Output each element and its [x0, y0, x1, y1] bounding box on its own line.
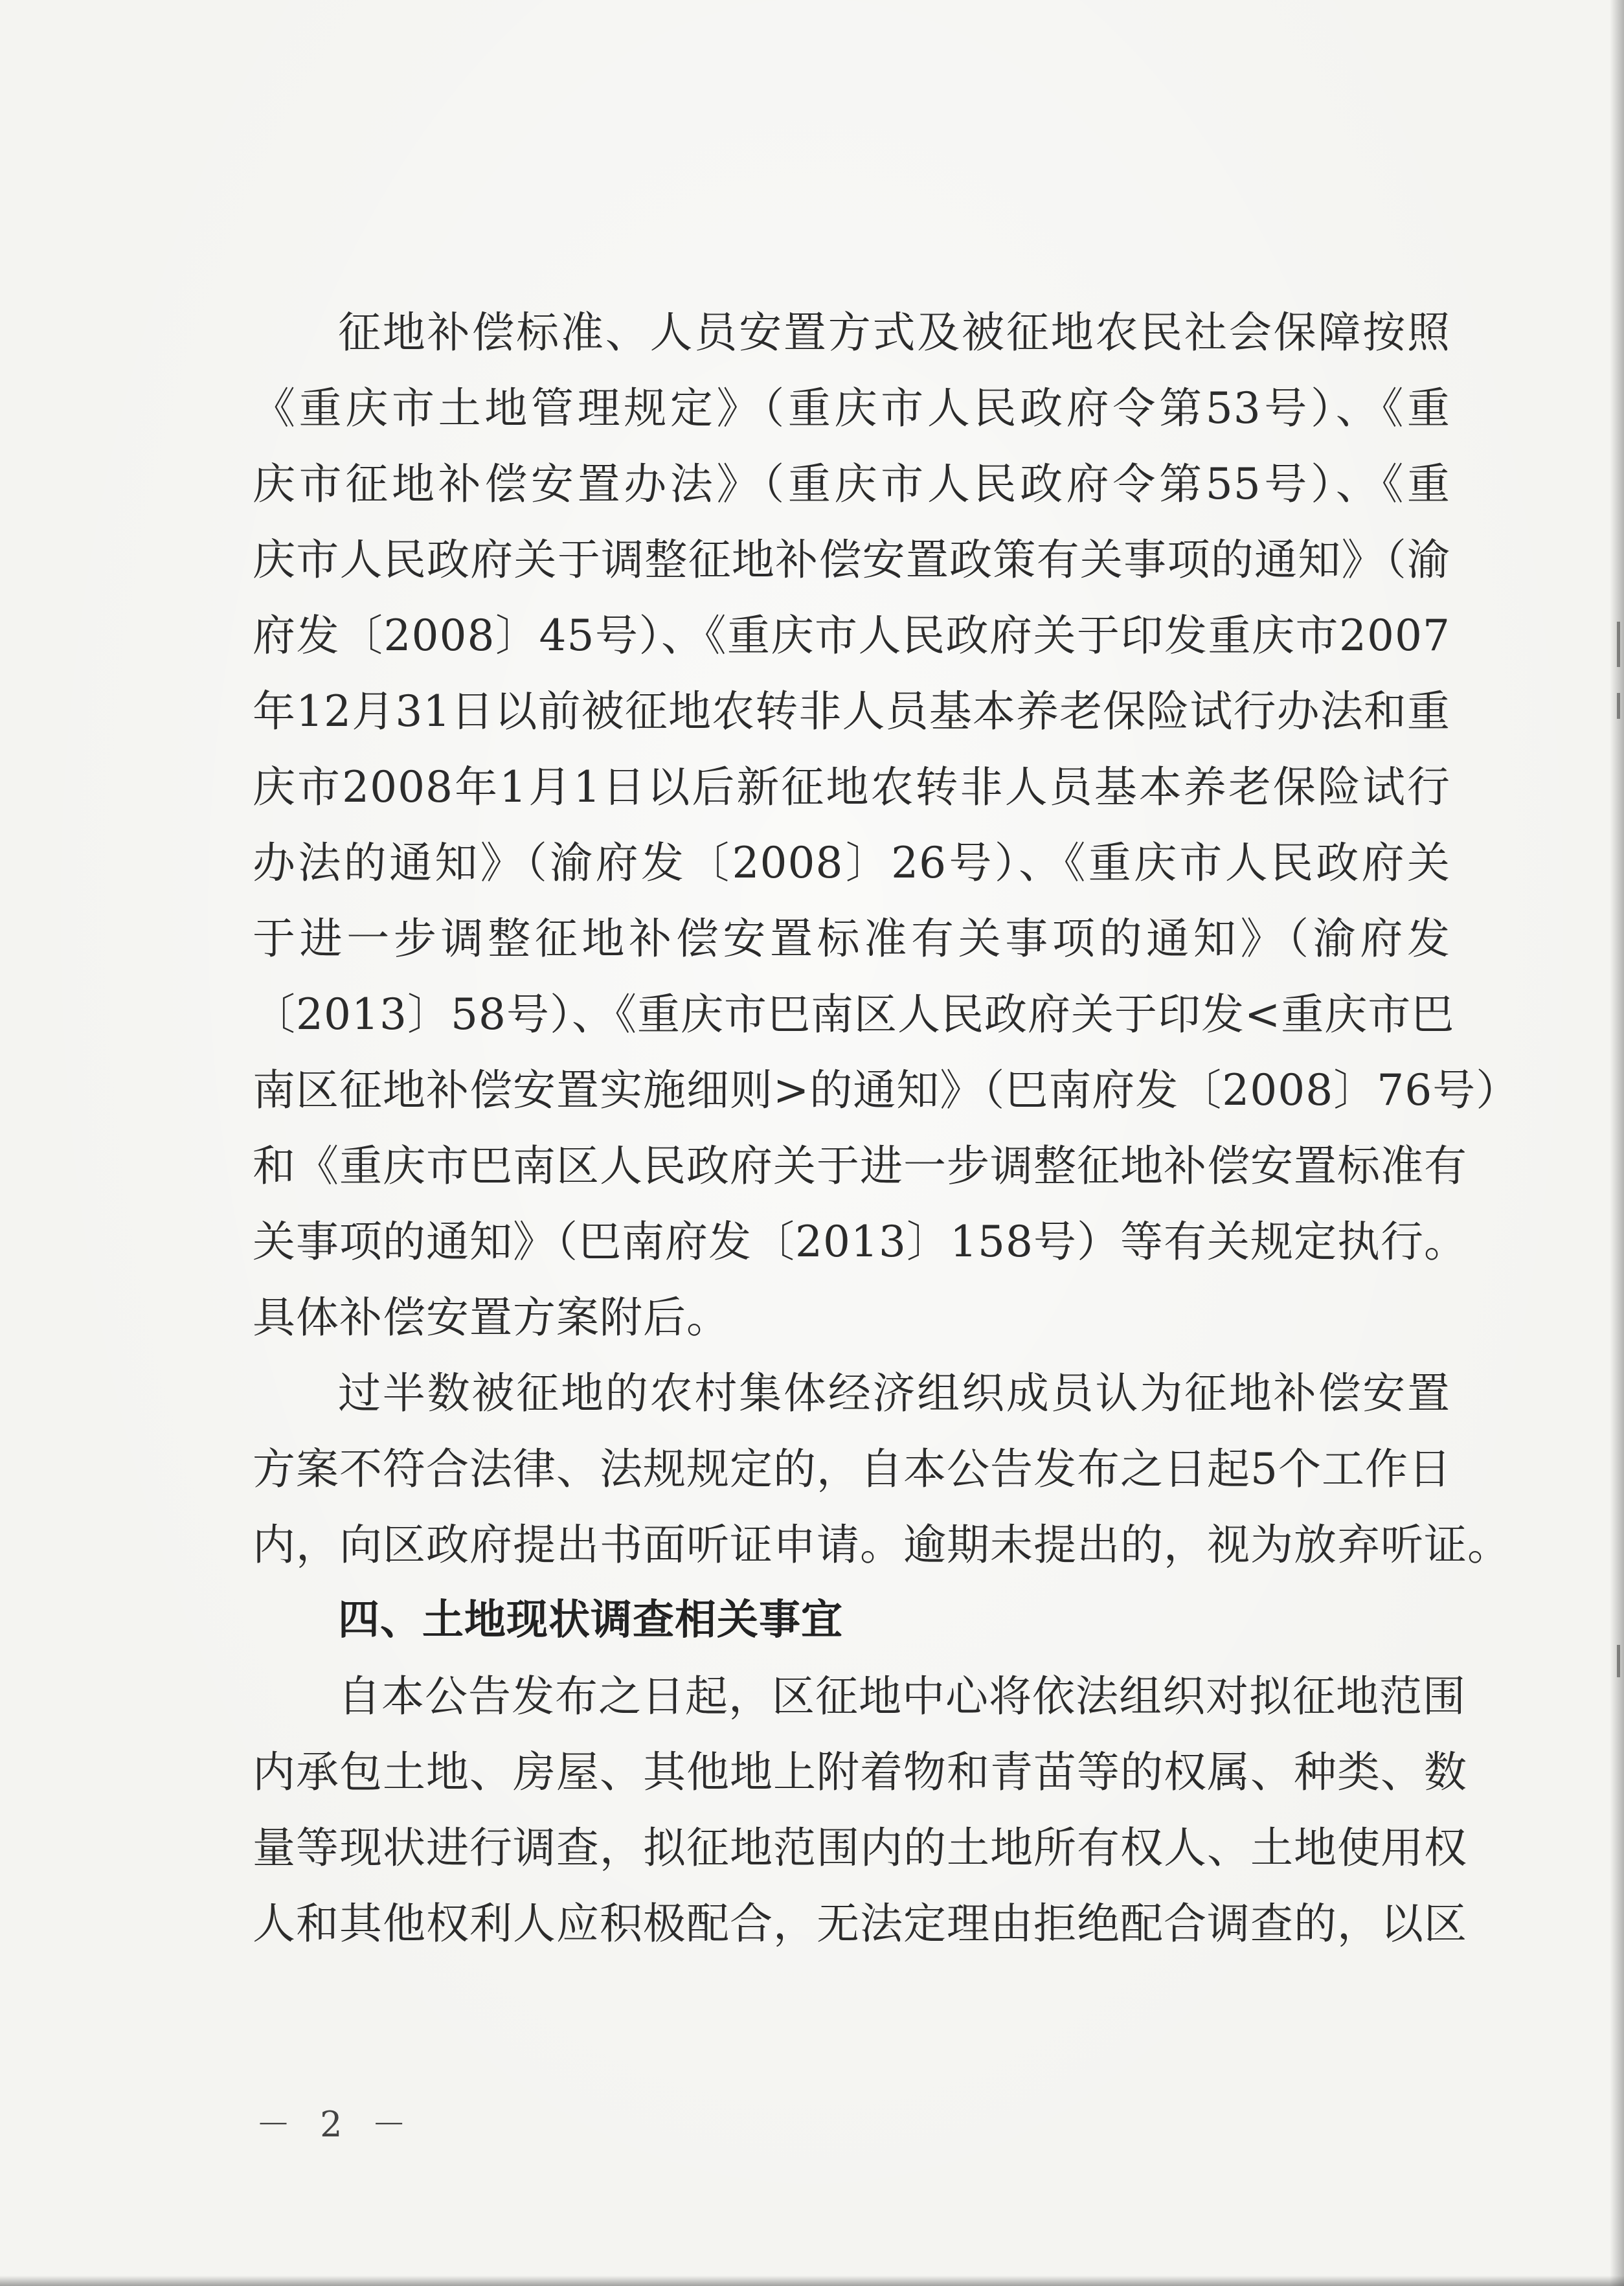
text-line: 过半数被征地的农村集体经济组织成员认为征地补偿安置	[338, 1368, 1450, 1418]
text-line: 人和其他权利人应积极配合，无法定理由拒绝配合调查的，以区	[253, 1899, 1467, 1949]
document-body	[253, 295, 1520, 1962]
text-line: 内，向区政府提出书面听证申请。逾期未提出的，视为放弃听证。	[253, 1520, 1511, 1570]
text-line: 内承包土地、房屋、其他地上附着物和青苗等的权属、种类、数	[253, 1747, 1467, 1797]
scan-artifact	[1617, 693, 1620, 719]
text-line: 庆市2008年1月1日以后新征地农转非人员基本养老保险试行	[253, 762, 1450, 812]
text-line: 具体补偿安置方案附后。	[253, 1293, 730, 1342]
text-line: 庆市人民政府关于调整征地补偿安置政策有关事项的通知》（渝	[253, 535, 1450, 585]
text-line: 庆市征地补偿安置办法》（重庆市人民政府令第55号）、《重	[253, 459, 1450, 509]
text-line: 《重庆市土地管理规定》（重庆市人民政府令第53号）、《重	[253, 383, 1450, 433]
text-line: 〔2013〕58号）、《重庆市巴南区人民政府关于印发<重庆市巴	[253, 990, 1455, 1039]
scan-artifact	[1617, 622, 1620, 667]
text-line: 于进一步调整征地补偿安置标准有关事项的通知》（渝府发	[253, 914, 1450, 964]
text-line: 方案不符合法律、法规规定的，自本公告发布之日起5个工作日	[253, 1444, 1452, 1494]
text-line: 关事项的通知》（巴南府发〔2013〕158号）等有关规定执行。	[253, 1217, 1467, 1267]
page-number: － 2 －	[256, 2104, 416, 2145]
text-line: 府发〔2008〕45号）、《重庆市人民政府关于印发重庆市2007	[253, 611, 1450, 661]
text-line: 办法的通知》（渝府发〔2008〕26号）、《重庆市人民政府关	[253, 838, 1450, 888]
text-line: 自本公告发布之日起，区征地中心将依法组织对拟征地范围	[338, 1671, 1466, 1721]
text-line: 量等现状进行调查，拟征地范围内的土地所有权人、土地使用权	[253, 1823, 1467, 1873]
scan-edge-shadow	[0, 2276, 1624, 2286]
text-line: 征地补偿标准、人员安置方式及被征地农民社会保障按照	[338, 308, 1450, 357]
scan-edge-shadow	[1610, 0, 1624, 2286]
text-line: 南区征地补偿安置实施细则>的通知》（巴南府发〔2008〕76号）	[253, 1065, 1520, 1115]
text-line: 年12月31日以前被征地农转非人员基本养老保险试行办法和重	[253, 686, 1450, 736]
text-line: 和《重庆市巴南区人民政府关于进一步调整征地补偿安置标准有	[253, 1141, 1467, 1191]
scan-artifact	[1617, 1645, 1620, 1677]
section-heading: 四、土地现状调查相关事宜	[338, 1596, 843, 1644]
